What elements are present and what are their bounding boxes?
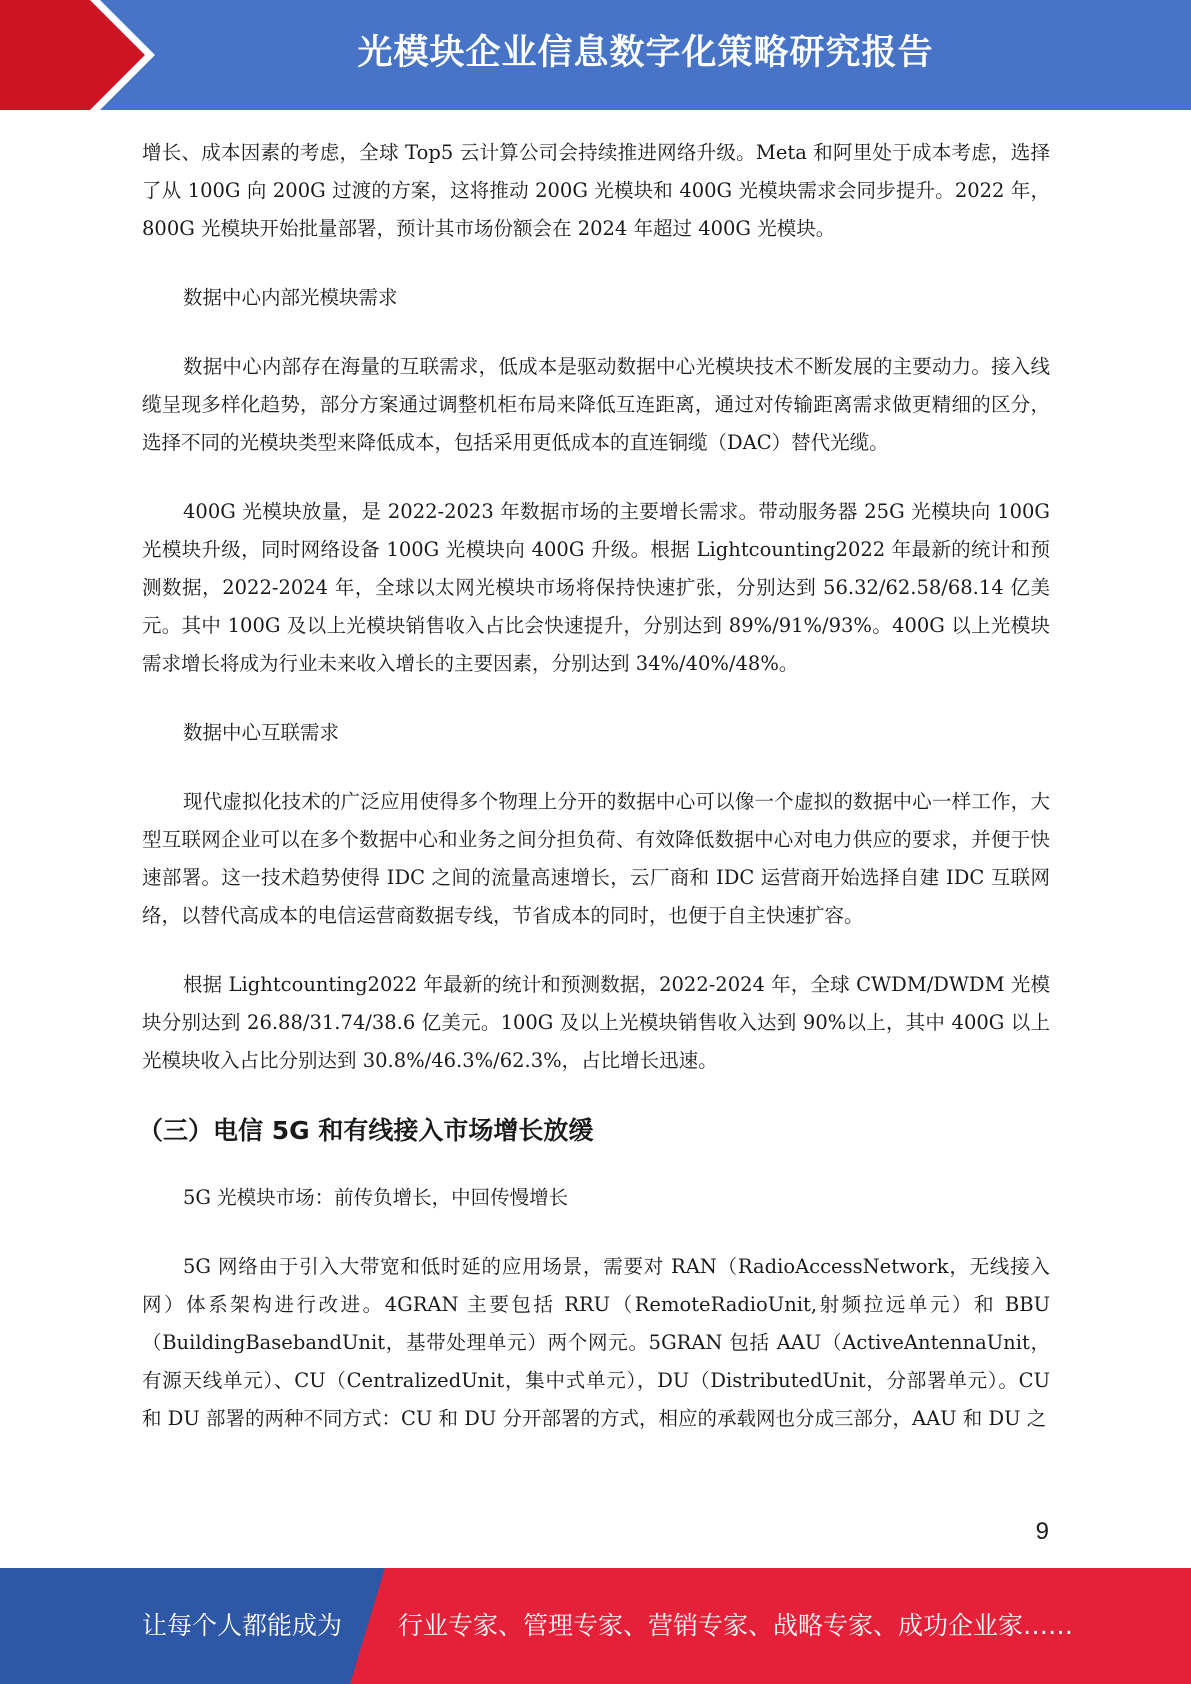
footer-slogan-lead: 让每个人都能成为 bbox=[142, 1611, 343, 1640]
footer-slogan-roles: 行业专家、管理专家、营销专家、战略专家、成功企业家…… bbox=[398, 1611, 1074, 1640]
paragraph-virtualization: 现代虚拟化技术的广泛应用使得多个物理上分开的数据中心可以像一个虚拟的数据中心一样工作，大型互联网企业可以在多个数据中心和业务之间分担负荷、有效降低数据中心对电力供应的要求，并便于快速部署。这一技术趋势使得 IDC 之间的流量高速增长，云厂商和 IDC 运营商开始选择自建 IDC 互联网络，以替代高成本的电信运营商数据专线，节省成本的同时，也便于自主快速扩容。 bbox=[142, 790, 1050, 927]
page-header bbox=[0, 0, 1191, 110]
subheading-5g-market: 5G 光模块市场：前传负增长，中回传慢增长 bbox=[183, 1186, 569, 1209]
page-footer bbox=[0, 1568, 1191, 1684]
document-body bbox=[138, 134, 1050, 1469]
paragraph-5g-ran: 5G 网络由于引入大带宽和低时延的应用场景，需要对 RAN（RadioAccessNetwork，无线接入网）体系架构进行改进。4GRAN 主要包括 RRU（RemoteRadioUnit,射频拉远单元）和 BBU（BuildingBasebandUnit，基带处理单元）两个网元。5GRAN 包括 AAU（ActiveAntennaUnit，有源天线单元）、CU（CentralizedUnit，集中式单元），DU（DistributedUnit，分部署单元）。CU 和 DU 部署的两种不同方式：CU 和 DU 分开部署的方式，相应的承载网也分成三部分，AAU 和 DU 之 bbox=[142, 1255, 1050, 1430]
paragraph-400g-volume: 400G 光模块放量，是 2022-2023 年数据市场的主要增长需求。带动服务器 25G 光模块向 100G 光模块升级，同时网络设备 100G 光模块向 400G 升级。根据 Lightcounting2022 年最新的统计和预测数据，2022-2024 年，全球以太网光模块市场将保持快速扩张，分别达到 56.32/62.58/68.14 亿美元。其中 100G 及以上光模块销售收入占比会快速提升，分别达到 89%/91%/93%。400G 以上光模块需求增长将成为行业未来收入增长的主要因素，分别达到 34%/40%/48%。 bbox=[142, 500, 1050, 675]
page-number: 9 bbox=[1035, 1518, 1049, 1545]
subheading-dc-internal: 数据中心内部光模块需求 bbox=[183, 286, 398, 309]
paragraph-cwdm-dwdm: 根据 Lightcounting2022 年最新的统计和预测数据，2022-2024 年，全球 CWDM/DWDM 光模块分别达到 26.88/31.74/38.6 亿美元。100G 及以上光模块销售收入达到 90%以上，其中 400G 以上光模块收入占比分别达到 30.8%/46.3%/62.3%，占比增长迅速。 bbox=[142, 973, 1050, 1072]
header-chevron-decoration bbox=[0, 0, 160, 110]
paragraph-cloud-upgrade: 增长、成本因素的考虑，全球 Top5 云计算公司会持续推进网络升级。Meta 和阿里处于成本考虑，选择了从 100G 向 200G 过渡的方案，这将推动 200G 光模块和 400G 光模块需求会同步提升。2022 年，800G 光模块开始批量部署，预计其市场份额会在 2024 年超过 400G 光模块。 bbox=[142, 141, 1050, 240]
section-heading-telecom-5g: （三）电信 5G 和有线接入市场增长放缓 bbox=[138, 1116, 594, 1145]
subheading-dc-interconnect: 数据中心互联需求 bbox=[183, 721, 340, 744]
paragraph-dc-internal: 数据中心内部存在海量的互联需求，低成本是驱动数据中心光模块技术不断发展的主要动力。接入线缆呈现多样化趋势，部分方案通过调整机柜布局来降低互连距离，通过对传输距离需求做更精细的区分，选择不同的光模块类型来降低成本，包括采用更低成本的直连铜缆（DAC）替代光缆。 bbox=[142, 355, 1050, 454]
report-title: 光模块企业信息数字化策略研究报告 bbox=[357, 33, 934, 73]
